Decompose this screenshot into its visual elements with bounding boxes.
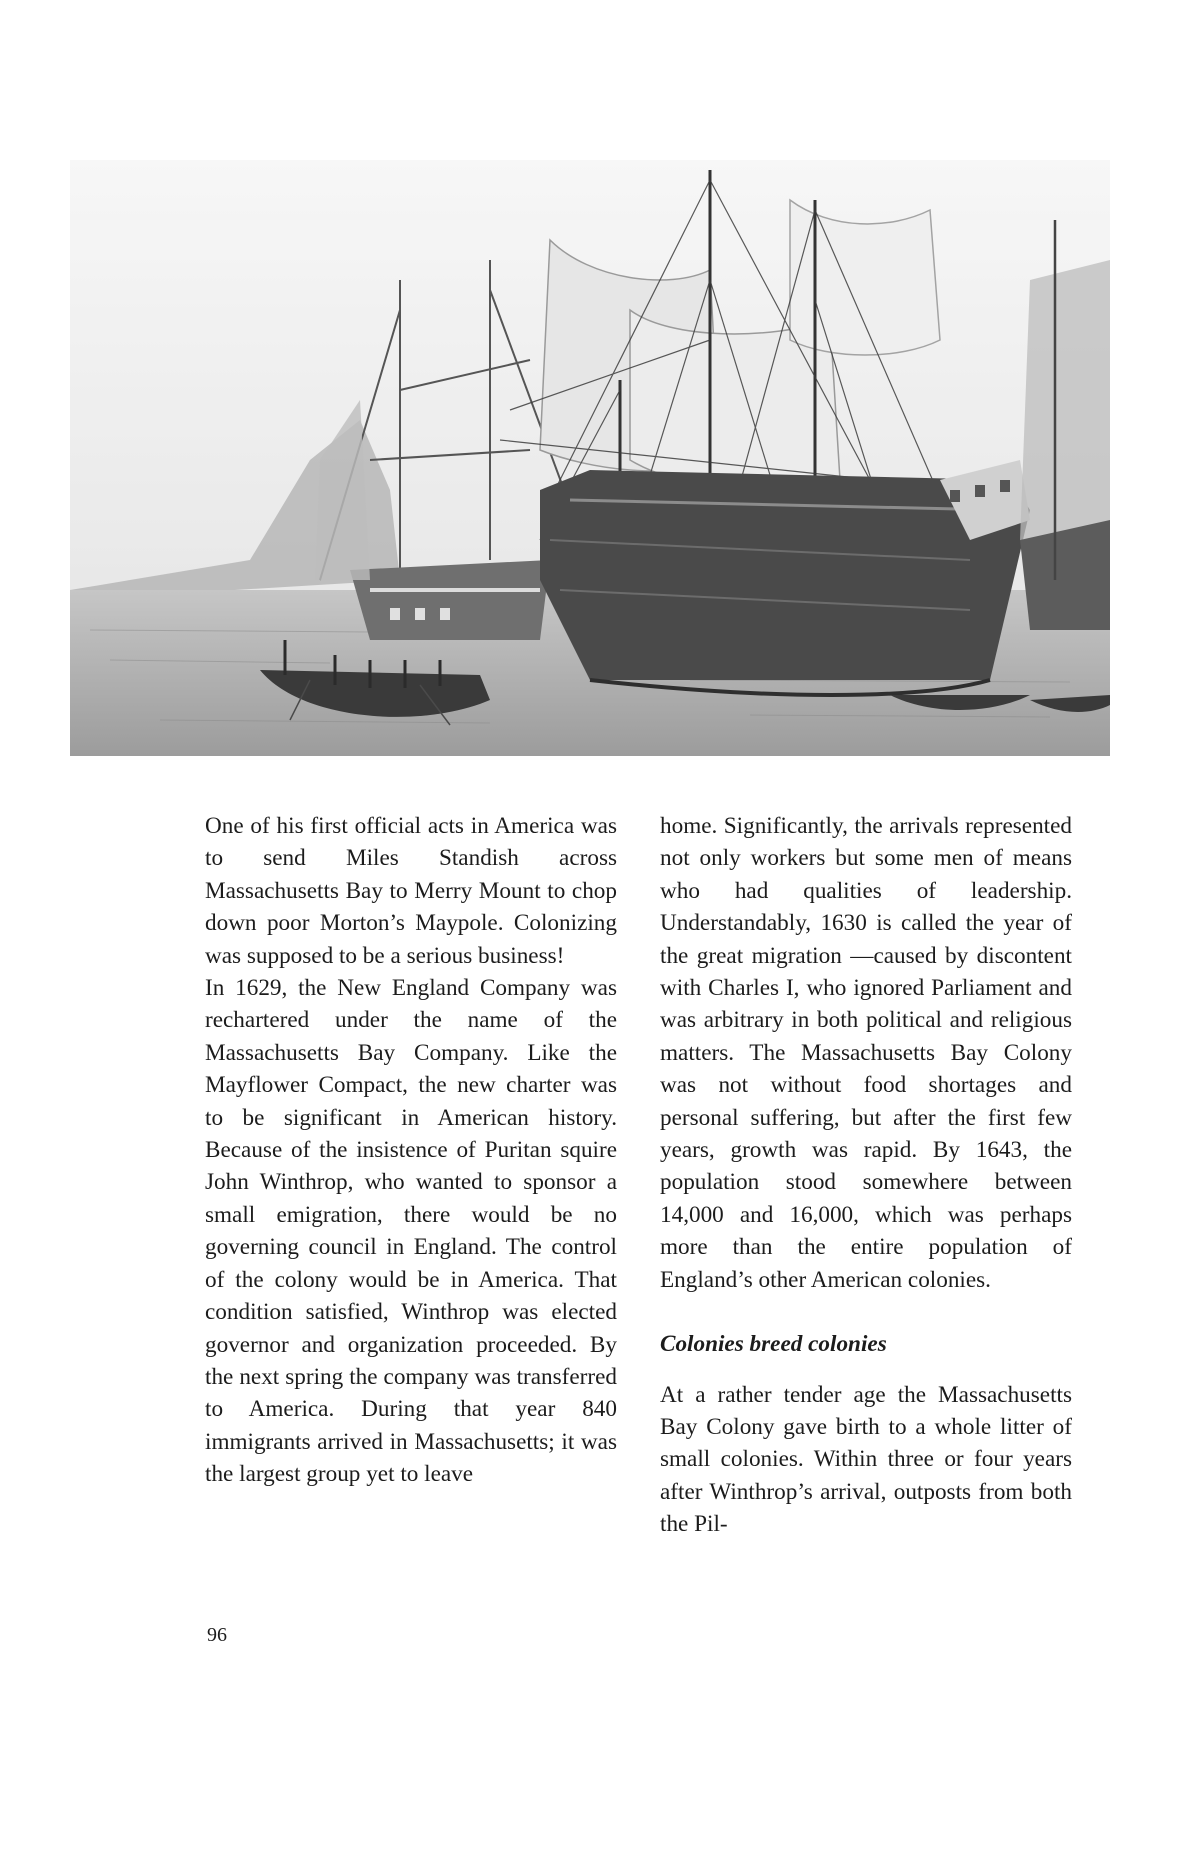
- body-paragraph: One of his first official acts in America was to send Miles Standish across Massachusetts Bay to Merry Mount to chop down poor Morton’s Maypole. Colonizing was supposed to be a serious business!: [205, 813, 617, 969]
- body-paragraph: home. Significantly, the arrivals represented not only workers but some men of means who had qualities of leadership. Understandably, 1630 is called the year of the great migration —caused by discontent with Charles I, who ignored Parliament and was arbitrary in both political and religious matters. The Massachusetts Bay Colony was not without food shortages and personal suffering, but after the first few years, growth was rapid. By 1643, the population stood somewhere between 14,000 and 16,000, which was perhaps more than the entire population of England’s other American colonies.: [660, 813, 1072, 1293]
- body-paragraph: At a rather tender age the Massachusetts Bay Colony gave birth to a whole litter of small colonies. Within three or four years after Winthrop’s arrival, outposts from both the Pil-: [660, 1381, 1072, 1538]
- ships-illustration: [70, 160, 1110, 756]
- page-number: 96: [207, 1624, 227, 1646]
- right-column: [660, 810, 1072, 1541]
- left-column: [205, 810, 617, 1491]
- section-heading: Colonies breed colonies: [660, 1331, 887, 1358]
- body-paragraph: In 1629, the New England Company was rechartered under the name of the Massachusetts Bay Company. Like the Mayflower Compact, the new charter was to be significant in American history. Because of the insistence of Puritan squire John Winthrop, who wanted to sponsor a small emigration, there would be no governing council in England. The control of the colony would be in America. That condition satisfied, Winthrop was elected governor and organization proceeded. By the next spring the company was transferred to America. During that year 840 immigrants arrived in Massachusetts; it was the largest group yet to leave: [205, 975, 617, 1488]
